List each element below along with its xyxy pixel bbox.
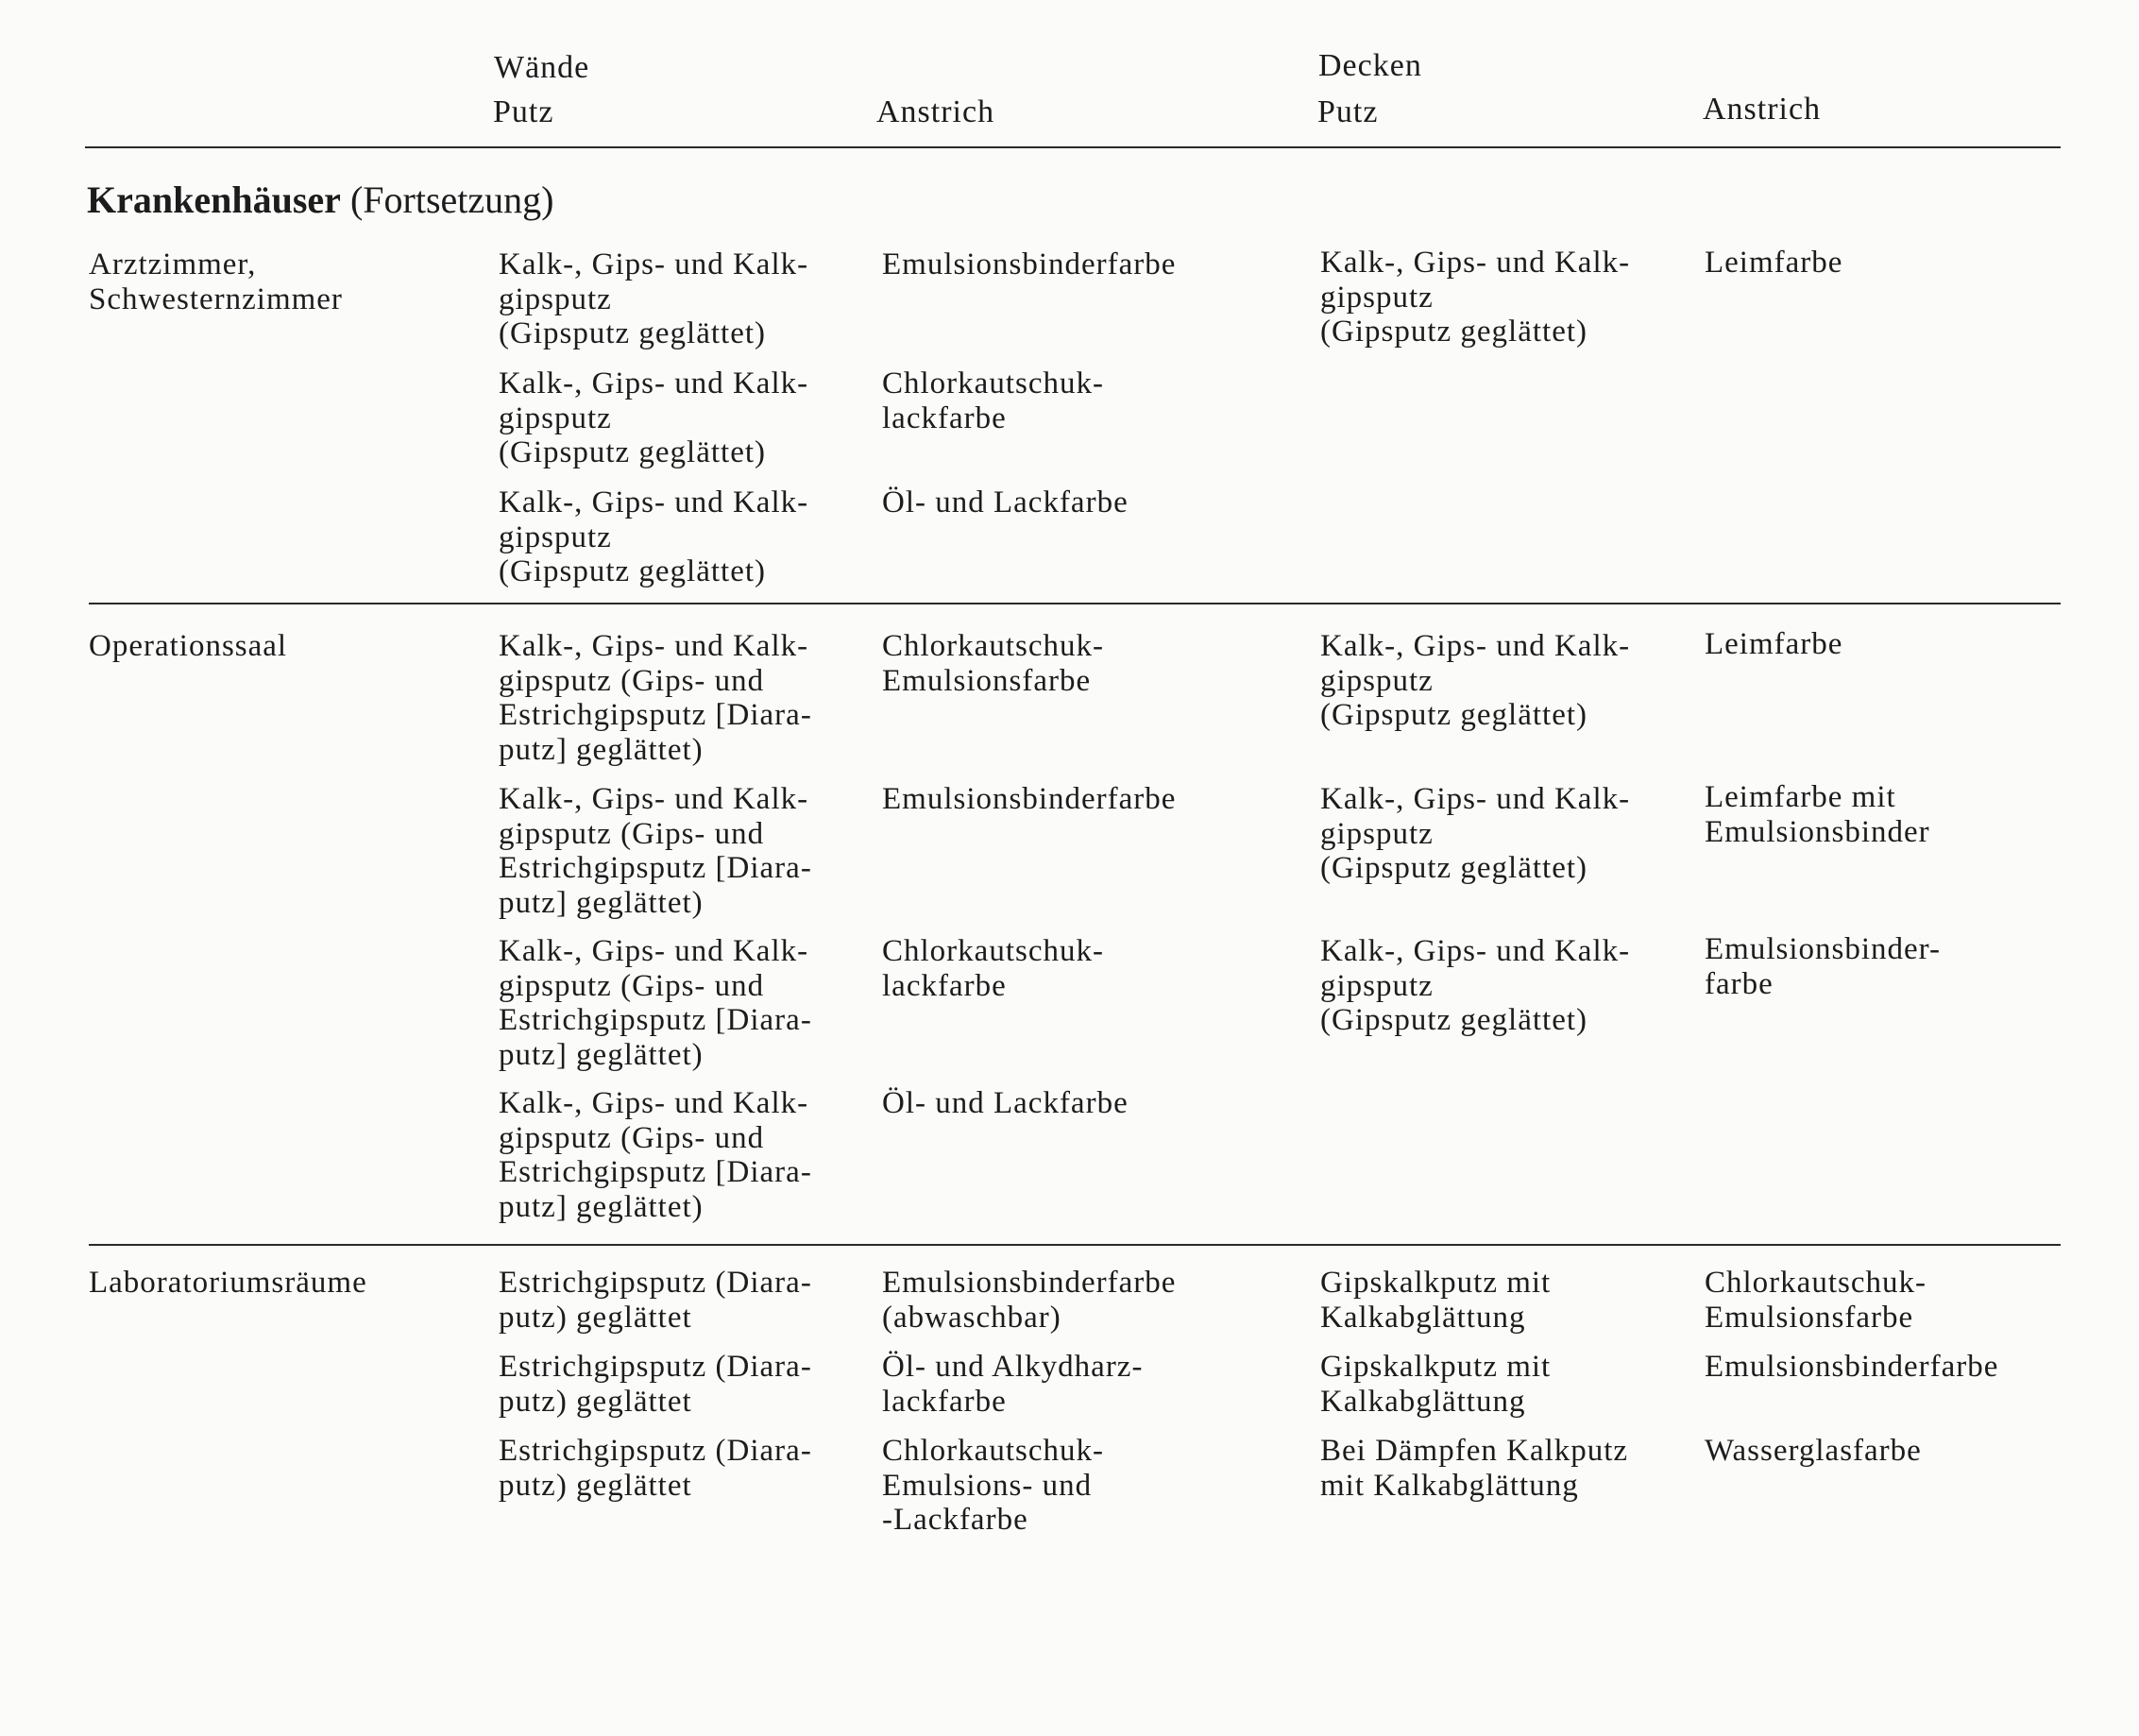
wall-paint-cell: Chlorkautschuk- lackfarbe — [882, 934, 1104, 1003]
wall-paint-cell: Emulsionsbinderfarbe — [882, 247, 1177, 281]
wall-plaster-cell: Estrichgipsputz (Diara- putz) geglättet — [499, 1266, 812, 1335]
section-title-suffix: (Fortsetzung) — [340, 179, 554, 221]
wall-plaster-cell: Kalk-, Gips- und Kalk- gipsputz (Gips- und Estrichgipsputz [Diara- putz] geglättet) — [499, 629, 812, 767]
ceiling-plaster-cell: Kalk-, Gips- und Kalk- gipsputz (Gipsputz geglättet) — [1320, 246, 1631, 349]
wall-plaster-cell: Estrichgipsputz (Diara- putz) geglättet — [499, 1350, 812, 1419]
header-ceilings: Decken — [1318, 48, 1422, 83]
header-ceilings-paint: Anstrich — [1703, 92, 1822, 127]
ceiling-plaster-cell: Kalk-, Gips- und Kalk- gipsputz (Gipsputz geglättet) — [1320, 934, 1631, 1037]
header-walls-paint: Anstrich — [876, 94, 995, 129]
wall-plaster-cell: Kalk-, Gips- und Kalk- gipsputz (Gipsputz geglättet) — [499, 247, 809, 350]
ceiling-paint-cell: Chlorkautschuk- Emulsionsfarbe — [1705, 1266, 1927, 1335]
wall-paint-cell: Öl- und Lackfarbe — [882, 1086, 1129, 1120]
ceiling-plaster-cell: Gipskalkputz mit Kalkabglättung — [1320, 1350, 1552, 1419]
ceiling-paint-cell: Leimfarbe — [1705, 627, 1843, 661]
header-walls: Wände — [494, 50, 590, 85]
room-name: Laboratoriumsräume — [89, 1266, 367, 1300]
wall-paint-cell: Emulsionsbinderfarbe — [882, 782, 1177, 816]
ceiling-plaster-cell: Gipskalkputz mit Kalkabglättung — [1320, 1266, 1552, 1335]
ceiling-plaster-cell: Kalk-, Gips- und Kalk- gipsputz (Gipsputz geglättet) — [1320, 629, 1631, 732]
ceiling-paint-cell: Emulsionsbinderfarbe — [1705, 1350, 1999, 1384]
section-title-main: Krankenhäuser — [87, 179, 341, 221]
wall-plaster-cell: Kalk-, Gips- und Kalk- gipsputz (Gips- und Estrichgipsputz [Diara- putz] geglättet) — [499, 934, 812, 1072]
wall-paint-cell: Chlorkautschuk- Emulsionsfarbe — [882, 629, 1104, 698]
ceiling-plaster-cell: Bei Dämpfen Kalkputz mit Kalkabglättung — [1320, 1434, 1629, 1503]
ceiling-paint-cell: Emulsionsbinder- farbe — [1705, 932, 1941, 1001]
group-rule — [89, 1244, 2061, 1246]
header-ceilings-plaster: Putz — [1317, 94, 1379, 129]
ceiling-paint-cell: Wasserglasfarbe — [1705, 1434, 1922, 1468]
group-rule — [89, 603, 2061, 604]
ceiling-plaster-cell: Kalk-, Gips- und Kalk- gipsputz (Gipsputz geglättet) — [1320, 782, 1631, 885]
wall-paint-cell: Öl- und Lackfarbe — [882, 485, 1129, 519]
header-walls-plaster: Putz — [493, 94, 554, 129]
room-name: Operationssaal — [89, 629, 288, 663]
header-rule — [85, 146, 2061, 148]
wall-paint-cell: Chlorkautschuk- lackfarbe — [882, 366, 1104, 435]
wall-plaster-cell: Kalk-, Gips- und Kalk- gipsputz (Gips- und Estrichgipsputz [Diara- putz] geglättet) — [499, 1086, 812, 1224]
wall-plaster-cell: Kalk-, Gips- und Kalk- gipsputz (Gips- und Estrichgipsputz [Diara- putz] geglättet) — [499, 782, 812, 920]
wall-plaster-cell: Kalk-, Gips- und Kalk- gipsputz (Gipsputz geglättet) — [499, 366, 809, 469]
wall-paint-cell: Öl- und Alkydharz- lackfarbe — [882, 1350, 1144, 1419]
room-name: Arztzimmer, Schwesternzimmer — [89, 247, 343, 316]
ceiling-paint-cell: Leimfarbe mit Emulsionsbinder — [1705, 780, 1930, 849]
wall-plaster-cell: Kalk-, Gips- und Kalk- gipsputz (Gipsputz geglättet) — [499, 485, 809, 588]
wall-plaster-cell: Estrichgipsputz (Diara- putz) geglättet — [499, 1434, 812, 1503]
section-title — [87, 178, 553, 223]
wall-paint-cell: Emulsionsbinderfarbe (abwaschbar) — [882, 1266, 1177, 1335]
wall-paint-cell: Chlorkautschuk- Emulsions- und -Lackfarbe — [882, 1434, 1104, 1537]
ceiling-paint-cell: Leimfarbe — [1705, 246, 1843, 280]
